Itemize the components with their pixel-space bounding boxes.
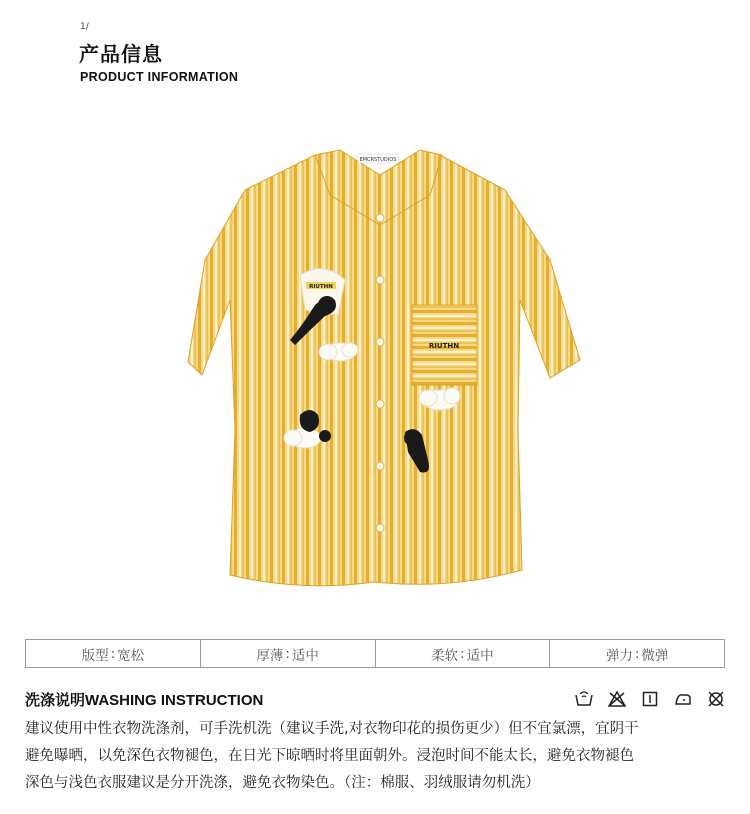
hand-wash-icon: [574, 690, 594, 708]
washing-line: 深色与浅色衣服建议是分开洗涤，避免衣物染色。（注：棉服、羽绒服请勿机洗）: [25, 775, 540, 791]
no-dry-clean-icon: [706, 690, 726, 708]
attribute-table: [25, 639, 725, 668]
washing-icons: [574, 690, 726, 708]
washing-line: 建议使用中性衣物洗涤剂，可手洗机洗（建议手洗,对衣物印花的损伤更少）但不宜氯漂，宜阴干: [25, 721, 639, 737]
page-title: 产品信息: [79, 42, 163, 66]
washing-title: 洗涤说明WASHING INSTRUCTION: [25, 692, 264, 709]
collar-label: EMCRSTUDIOS: [359, 157, 397, 163]
header-index: 1/: [80, 22, 89, 32]
attribute-softness: 柔软 : 适中: [376, 640, 551, 667]
iron-icon: [673, 690, 693, 708]
product-image: [150, 130, 600, 620]
washing-line: 避免曝晒，以免深色衣物褪色，在日光下晾晒时将里面朝外。浸泡时间不能太长，避免衣物褪色: [25, 748, 634, 764]
attribute-fit: 版型 : 宽松: [26, 640, 201, 667]
washing-instructions: [25, 716, 730, 797]
attribute-elasticity: 弹力 : 微弹: [605, 645, 669, 664]
page-subtitle: PRODUCT INFORMATION: [80, 70, 239, 84]
attribute-thickness: 厚薄 : 适中: [201, 640, 376, 667]
tumble-dry-icon: [640, 690, 660, 708]
no-bleach-icon: [607, 690, 627, 708]
patch-text: RIUTHN: [309, 284, 333, 290]
pocket-text: RIUTHN: [428, 342, 460, 350]
